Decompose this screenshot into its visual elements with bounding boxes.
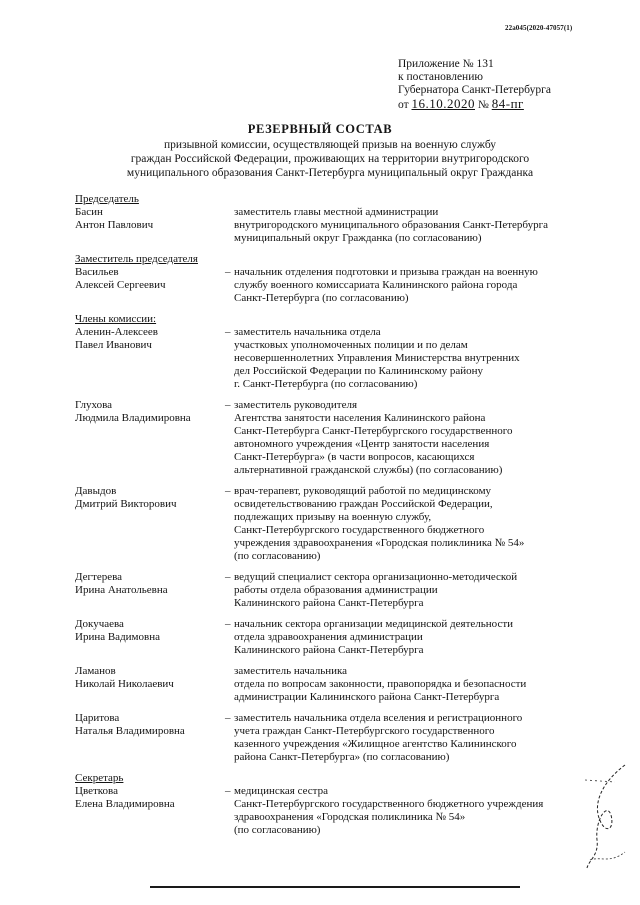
member-role-line: Агентства занятости населения Калининского района — [234, 412, 486, 424]
member-surname: Давыдов — [75, 485, 117, 497]
member-role-line: внутригородского муниципального образования Санкт-Петербурга — [234, 219, 548, 231]
appendix-reference: к постановлению — [398, 71, 483, 83]
member-row — [75, 618, 595, 657]
member-dash — [225, 665, 234, 704]
member-name — [75, 326, 225, 391]
number-prefix: № — [477, 99, 489, 111]
group-title: Члены комиссии: — [75, 313, 157, 325]
bottom-rule — [150, 886, 520, 888]
member-role-line: Санкт-Петербурга Санкт-Петербургского государственного — [234, 425, 513, 437]
appendix-date-line — [398, 97, 613, 112]
member-row — [75, 665, 595, 704]
member-given-names: Антон Павлович — [75, 219, 154, 231]
member-name — [75, 485, 225, 563]
member-given-names: Наталья Владимировна — [75, 725, 185, 737]
member-surname: Дегтерева — [75, 571, 123, 583]
member-role-line: работы отдела образования администрации — [234, 584, 438, 596]
member-role-line: начальник отделения подготовки и призыва граждан на военную — [234, 266, 538, 278]
member-role-line: отдела здравоохранения администрации — [234, 631, 423, 643]
subtitle-line: призывной комиссии, осуществляющей призыв на военную службу — [164, 139, 496, 151]
member-dash: – — [225, 326, 231, 338]
member-role-line: Калининского района Санкт-Петербурга — [234, 597, 424, 609]
member-role-line: заместитель начальника отдела вселения и регистрационного — [234, 712, 523, 724]
member-dash: – — [225, 399, 231, 411]
member-given-names: Людмила Владимировна — [75, 412, 191, 424]
member-name — [75, 571, 225, 610]
member-role-line: Санкт-Петербурга (по согласованию) — [234, 292, 409, 304]
member-role-line: администрации Калининского района Санкт-Петербурга — [234, 691, 500, 703]
subtitle-line: муниципального образования Санкт-Петербурга муниципальный округ Гражданка — [126, 166, 534, 179]
member-surname: Ламанов — [75, 665, 116, 677]
member-surname: Васильев — [75, 266, 119, 278]
member-role-line: автономного учреждения «Центр занятости населения — [234, 438, 490, 450]
member-role — [234, 399, 595, 477]
member-role-line: освидетельствованию граждан Российской Федерации, — [234, 498, 493, 510]
member-row — [75, 485, 595, 563]
member-name — [75, 399, 225, 477]
member-name — [75, 618, 225, 657]
member-dash: – — [225, 712, 231, 724]
member-row — [75, 206, 595, 245]
member-role-line: заместитель руководителя — [234, 399, 358, 411]
member-row — [75, 266, 595, 305]
member-name — [75, 785, 225, 837]
document-title: РЕЗЕРВНЫЙ СОСТАВ — [247, 122, 393, 136]
commission-roster — [75, 192, 595, 845]
member-role — [234, 206, 595, 245]
member-role-line: муниципальный округ Гражданка (по согласованию) — [234, 232, 482, 244]
member-role-line: участковых уполномоченных полиции и по делам — [234, 339, 468, 351]
member-dash: – — [225, 266, 231, 278]
member-role-line: учета граждан Санкт-Петербургского государственного — [234, 725, 495, 737]
member-role — [234, 785, 595, 837]
member-role-line: медицинская сестра — [234, 785, 328, 797]
member-role-line: Калининского района Санкт-Петербурга — [234, 644, 424, 656]
member-role-line: ведущий специалист сектора организационно-методической — [234, 571, 518, 583]
member-dash: – — [225, 785, 231, 797]
member-role-line: (по согласованию) — [234, 550, 321, 562]
member-role — [234, 485, 595, 563]
member-surname: Глухова — [75, 399, 113, 411]
member-given-names: Ирина Вадимовна — [75, 631, 160, 643]
member-given-names: Павел Иванович — [75, 339, 152, 351]
member-role — [234, 665, 595, 704]
member-given-names: Елена Владимировна — [75, 798, 175, 810]
member-row — [75, 712, 595, 764]
member-role-line: г. Санкт-Петербурга (по согласованию) — [234, 378, 418, 390]
member-role-line: заместитель начальника отдела — [234, 326, 381, 338]
member-dash: – — [225, 485, 231, 497]
member-row — [75, 399, 595, 477]
handwritten-signature — [585, 760, 640, 880]
member-dash: – — [225, 571, 231, 583]
member-name — [75, 206, 225, 245]
member-role-line: отдела по вопросам законности, правопорядка и безопасности — [234, 678, 527, 690]
member-row — [75, 785, 595, 837]
decree-number: 84-пг — [491, 96, 524, 111]
member-role-line: (по согласованию) — [234, 824, 321, 836]
group-title: Председатель — [75, 193, 139, 205]
member-role-line: казенного учреждения «Жилищное агентство Калининского — [234, 738, 517, 750]
member-role-line: здравоохранения «Городская поликлиника № 54» — [234, 811, 466, 823]
member-surname: Докучаева — [75, 618, 124, 630]
decree-date: 16.10.2020 — [411, 96, 475, 111]
member-role-line: Санкт-Петербургского государственного бюджетного учреждения — [234, 798, 544, 810]
member-role-line: службу военного комиссариата Калининского района города — [234, 279, 518, 291]
date-prefix: от — [398, 99, 409, 111]
member-surname: Цветкова — [75, 785, 118, 797]
appendix-number: Приложение № 131 — [398, 58, 494, 70]
member-role — [234, 571, 595, 610]
member-role-line: района Санкт-Петербурга» (по согласованию) — [234, 751, 450, 763]
appendix-issuer: Губернатора Санкт-Петербурга — [398, 84, 551, 96]
member-role-line: Санкт-Петербурга» (в части вопросов, касающихся — [234, 451, 475, 463]
member-given-names: Николай Николаевич — [75, 678, 174, 690]
member-role-line: несовершеннолетних Управления Министерства внутренних — [234, 352, 520, 364]
member-role-line: альтернативной гражданской службы) (по согласованию) — [234, 464, 503, 476]
document-subtitle — [60, 139, 600, 180]
member-role-line: заместитель главы местной администрации — [234, 206, 439, 218]
member-name — [75, 266, 225, 305]
member-dash — [225, 206, 234, 245]
group-title: Секретарь — [75, 772, 124, 784]
member-name — [75, 665, 225, 704]
member-role-line: заместитель начальника — [234, 665, 348, 677]
member-name — [75, 712, 225, 764]
member-role — [234, 266, 595, 305]
member-surname: Аленин-Алексеев — [75, 326, 158, 338]
member-role-line: учреждения здравоохранения «Городская поликлиника № 54» — [234, 537, 525, 549]
member-role-line: начальник сектора организации медицинской деятельности — [234, 618, 514, 630]
member-given-names: Ирина Анатольевна — [75, 584, 168, 596]
member-dash: – — [225, 618, 231, 630]
member-role — [234, 326, 595, 391]
document-registration-number: 22а045(2020-47057(1) — [505, 24, 573, 32]
member-row — [75, 326, 595, 391]
appendix-block — [398, 58, 613, 112]
member-given-names: Алексей Сергеевич — [75, 279, 166, 291]
member-role — [234, 712, 595, 764]
member-role-line: дел Российской Федерации по Калининскому району — [234, 365, 484, 377]
member-role-line: врач-терапевт, руководящий работой по медицинскому — [234, 485, 492, 497]
subtitle-line: граждан Российской Федерации, проживающих на территории внутригородского — [130, 152, 530, 165]
group-title: Заместитель председателя — [75, 253, 198, 265]
member-role — [234, 618, 595, 657]
member-surname: Царитова — [75, 712, 120, 724]
member-row — [75, 571, 595, 610]
member-role-line: подлежащих призыву на военную службу, — [234, 511, 432, 523]
member-role-line: Санкт-Петербургского государственного бюджетного — [234, 524, 485, 536]
member-given-names: Дмитрий Викторович — [75, 498, 177, 510]
member-surname: Басин — [75, 206, 103, 218]
